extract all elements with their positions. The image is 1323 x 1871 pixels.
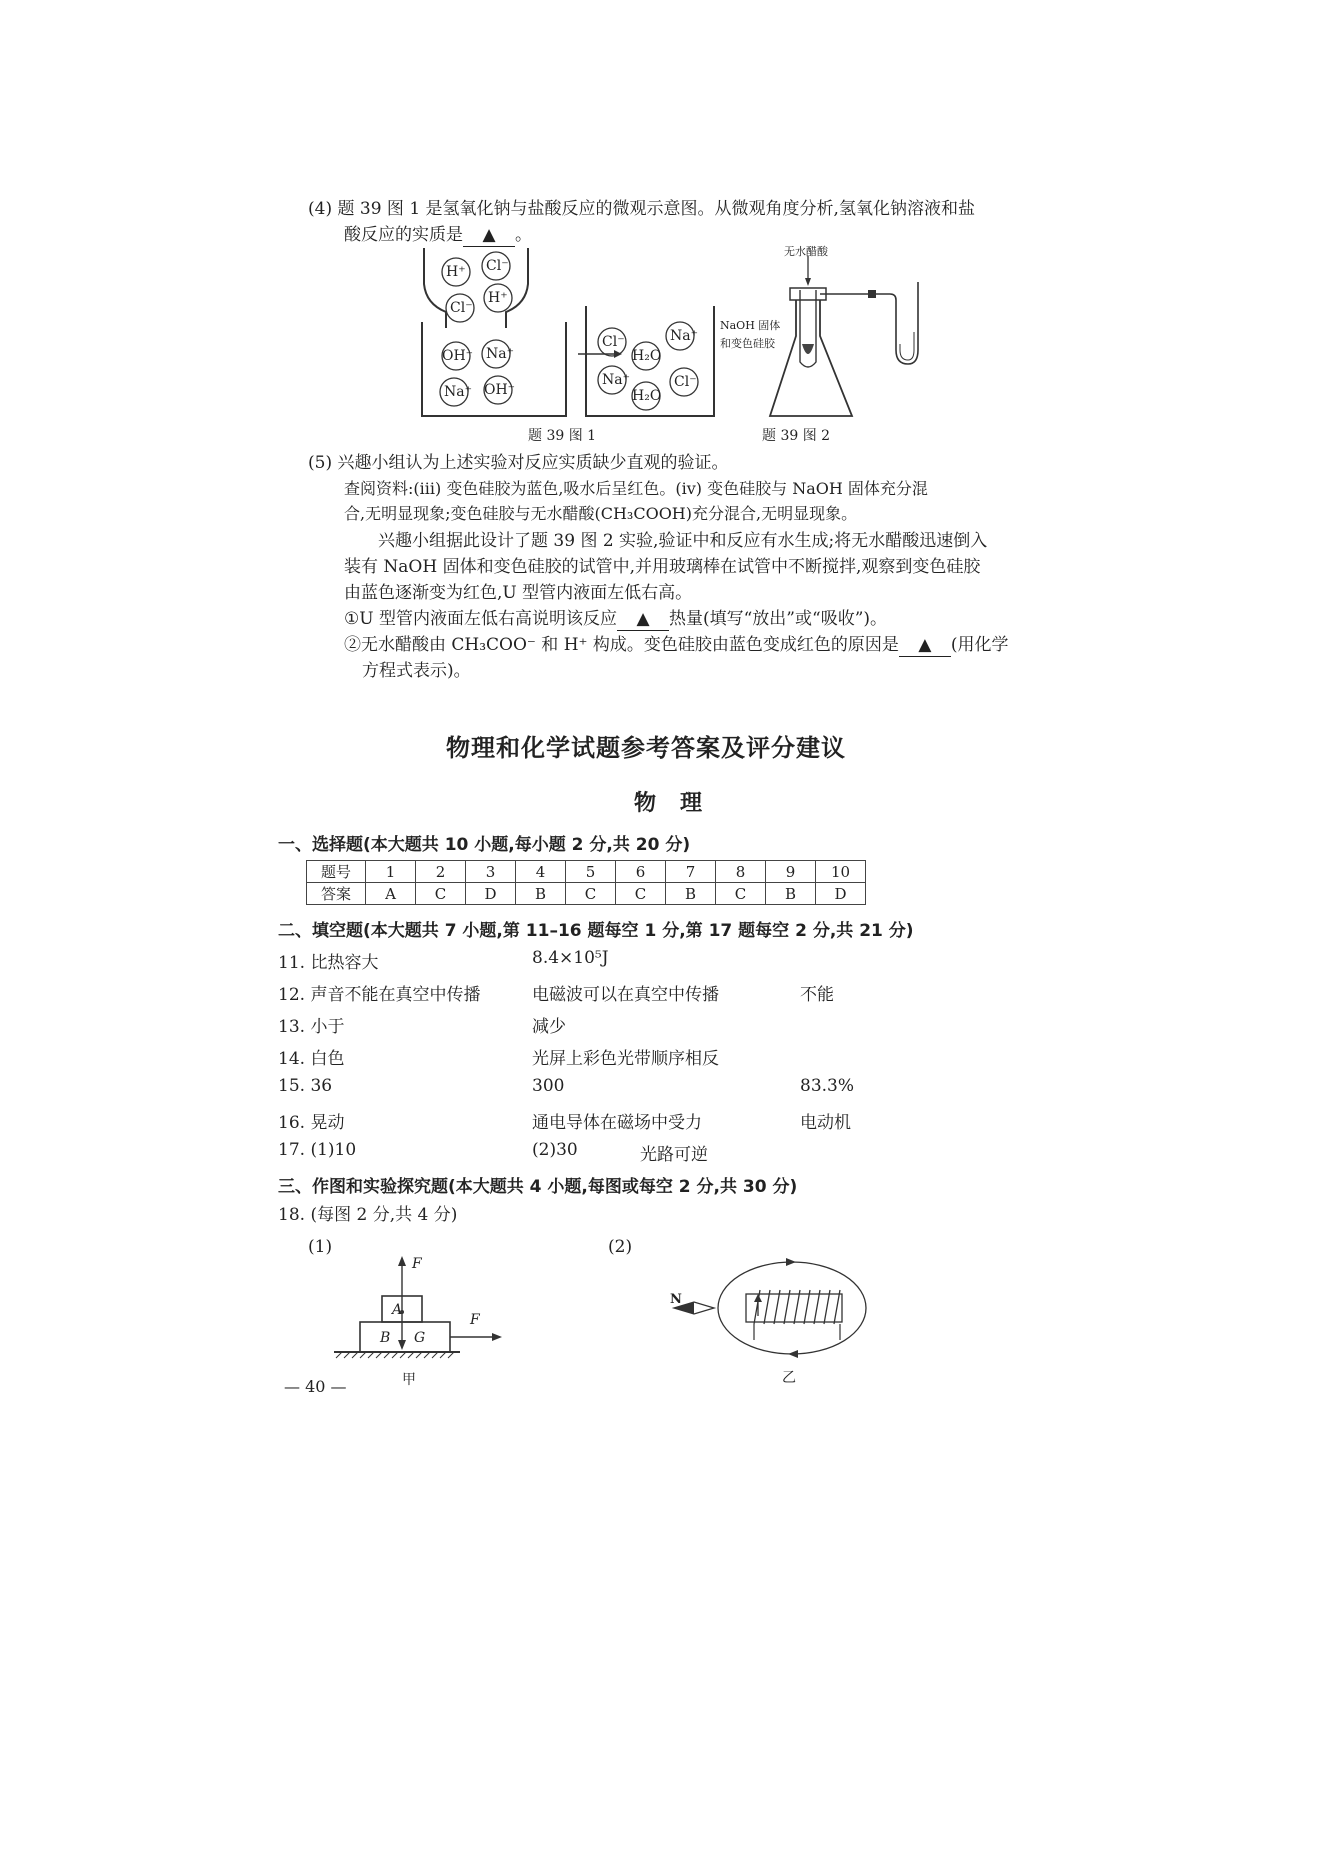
q4-line1: (4) 题 39 图 1 是氢氧化钠与盐酸反应的微观示意图。从微观角度分析,氢氧化钠溶液和盐 [308, 199, 975, 219]
fill-12-c: 不能 [800, 985, 834, 1005]
fill-11-b: 8.4×10⁵J [532, 948, 609, 968]
q5-line2: 查阅资料:(ⅲ) 变色硅胶为蓝色,吸水后呈红色。(ⅳ) 变色硅胶与 NaOH 固体充分混 [344, 479, 928, 498]
section-3-heading: 三、作图和实验探究题(本大题共 4 小题,每图或每空 2 分,共 30 分) [278, 1177, 798, 1197]
section-2-heading: 二、填空题(本大题共 7 小题,第 11–16 题每空 1 分,第 17 题每空 2 分,共 21 分) [278, 921, 914, 941]
fig2-label-top: 无水醋酸 [784, 245, 828, 258]
ion-h2: H⁺ [488, 290, 508, 306]
table-row [307, 861, 866, 883]
q18-part1-label: (1) [308, 1237, 333, 1257]
q18-heading: 18. (每图 2 分,共 4 分) [278, 1205, 458, 1225]
table-cell: B [666, 883, 716, 905]
q5-line3: 合,无明显现象;变色硅胶与无水醋酸(CH₃COOH)充分混合,无明显现象。 [344, 504, 858, 523]
ion-r-cl1: Cl⁻ [602, 334, 625, 350]
table-cell: D [816, 883, 866, 905]
fill-row-13 [0, 1012, 1000, 1036]
q5-line6: 由蓝色逐渐变为红色,U 型管内液面左低右高。 [344, 583, 693, 603]
table-cell: 3 [466, 861, 516, 883]
table-cell: 5 [566, 861, 616, 883]
fig2-caption: 题 39 图 2 [762, 428, 831, 444]
section-1-heading: 一、选择题(本大题共 10 小题,每小题 2 分,共 20 分) [278, 835, 691, 855]
ion-oh1: OH⁻ [442, 348, 474, 364]
table-cell: 1 [366, 861, 416, 883]
jia-label-F-up: F [412, 1256, 422, 1272]
fig2-label-side1: NaOH 固体 [720, 319, 781, 332]
fill-row-11 [0, 948, 1000, 972]
q5-sub2-line2: 方程式表示)。 [362, 661, 471, 681]
answers-subtitle: 物 理 [634, 791, 704, 816]
figure-39-2 [760, 240, 920, 424]
q5-sub1-pre: ①U 型管内液面左低右高说明该反应 [344, 609, 617, 629]
table-cell: D [466, 883, 516, 905]
jia-label-G: G [414, 1330, 426, 1346]
q5-line5: 装有 NaOH 固体和变色硅胶的试管中,并用玻璃棒在试管中不断搅拌,观察到变色硅胶 [344, 557, 981, 577]
table-row [307, 883, 866, 905]
table-cell: 9 [766, 861, 816, 883]
q4-line2-post: 。 [515, 225, 532, 245]
table-cell: 2 [416, 861, 466, 883]
ion-r-h2o1: H₂O [632, 348, 662, 364]
figure-yi-solenoid [660, 1258, 870, 1366]
jia-label-A: A [392, 1302, 403, 1318]
ion-cl1: Cl⁻ [486, 258, 509, 274]
page-number: — 40 — [284, 1377, 347, 1396]
fill-14-b: 光屏上彩色光带顺序相反 [532, 1049, 719, 1069]
q4-line2-pre: 酸反应的实质是 [344, 225, 463, 245]
fill-16-a: 16. 晃动 [278, 1113, 345, 1133]
q5-sub2-post: (用化学 [950, 635, 1009, 655]
q5-sub1 [344, 608, 887, 631]
q5-line1: (5) 兴趣小组认为上述实验对反应实质缺少直观的验证。 [308, 453, 729, 473]
table-cell: A [366, 883, 416, 905]
q18-part2-label: (2) [608, 1237, 633, 1257]
answers-title: 物理和化学试题参考答案及评分建议 [446, 734, 846, 762]
ion-oh2: OH⁻ [484, 382, 516, 398]
answer-blank: ▲ [463, 224, 515, 247]
table-cell: 6 [616, 861, 666, 883]
ion-r-na1: Na⁺ [670, 328, 698, 344]
fill-14-a: 14. 白色 [278, 1049, 345, 1069]
ion-cl2: Cl⁻ [450, 300, 473, 316]
ion-h1: H⁺ [446, 264, 466, 280]
fill-12-a: 12. 声音不能在真空中传播 [278, 985, 481, 1005]
fill-15-a: 15. 36 [278, 1076, 333, 1096]
fig1-caption: 题 39 图 1 [528, 428, 597, 444]
fill-13-b: 减少 [532, 1017, 566, 1037]
fill-15-c: 83.3% [800, 1076, 855, 1096]
yi-label-N: N [670, 1292, 682, 1307]
table-cell: C [716, 883, 766, 905]
ion-r-cl2: Cl⁻ [674, 374, 697, 390]
fill-16-b: 通电导体在磁场中受力 [532, 1113, 702, 1133]
q5-sub1-post: 热量(填写“放出”或“吸收”)。 [668, 609, 888, 629]
fill-row-16 [0, 1108, 1000, 1132]
table-cell: 7 [666, 861, 716, 883]
table-cell: C [566, 883, 616, 905]
fill-17-a: 17. (1)10 [278, 1140, 357, 1160]
fill-13-a: 13. 小于 [278, 1017, 345, 1037]
fill-row-12 [0, 980, 1000, 1004]
fig2-label-side2: 和变色硅胶 [720, 337, 775, 350]
fill-row-14 [0, 1044, 1000, 1068]
fill-17-c: 光路可逆 [640, 1145, 708, 1165]
table-cell: 10 [816, 861, 866, 883]
fill-11-a: 11. 比热容大 [278, 953, 379, 973]
table-cell: B [516, 883, 566, 905]
ion-na1: Na⁺ [486, 346, 514, 362]
choice-answer-table [306, 860, 866, 905]
fill-16-c: 电动机 [800, 1113, 851, 1133]
table-cell: C [616, 883, 666, 905]
table-head-number: 题号 [307, 861, 366, 883]
jia-label-B: B [380, 1330, 391, 1346]
fill-17-b: (2)30 [532, 1140, 578, 1160]
fill-15-b: 300 [532, 1076, 565, 1096]
answer-blank-3: ▲ [899, 634, 951, 657]
table-head-answer: 答案 [307, 883, 366, 905]
q4-line2 [344, 224, 532, 247]
q5-sub2-pre: ②无水醋酸由 CH₃COO⁻ 和 H⁺ 构成。变色硅胶由蓝色变成红色的原因是 [344, 635, 899, 655]
table-cell: B [766, 883, 816, 905]
table-cell: 4 [516, 861, 566, 883]
table-cell: C [416, 883, 466, 905]
table-cell: 8 [716, 861, 766, 883]
yi-caption: 乙 [782, 1370, 796, 1386]
q5-sub2 [344, 634, 1009, 657]
ion-r-h2o2: H₂O [632, 388, 662, 404]
answer-blank-2: ▲ [617, 608, 669, 631]
q5-line4: 兴趣小组据此设计了题 39 图 2 实验,验证中和反应有水生成;将无水醋酸迅速倒入 [378, 531, 988, 551]
fill-row-15 [0, 1076, 1000, 1100]
jia-label-F-right: F [470, 1312, 480, 1328]
fill-12-b: 电磁波可以在真空中传播 [532, 985, 719, 1005]
ion-r-na2: Na⁺ [602, 372, 630, 388]
jia-caption: 甲 [402, 1372, 416, 1388]
fill-row-17 [0, 1140, 1000, 1164]
ion-na2: Na⁺ [444, 384, 472, 400]
